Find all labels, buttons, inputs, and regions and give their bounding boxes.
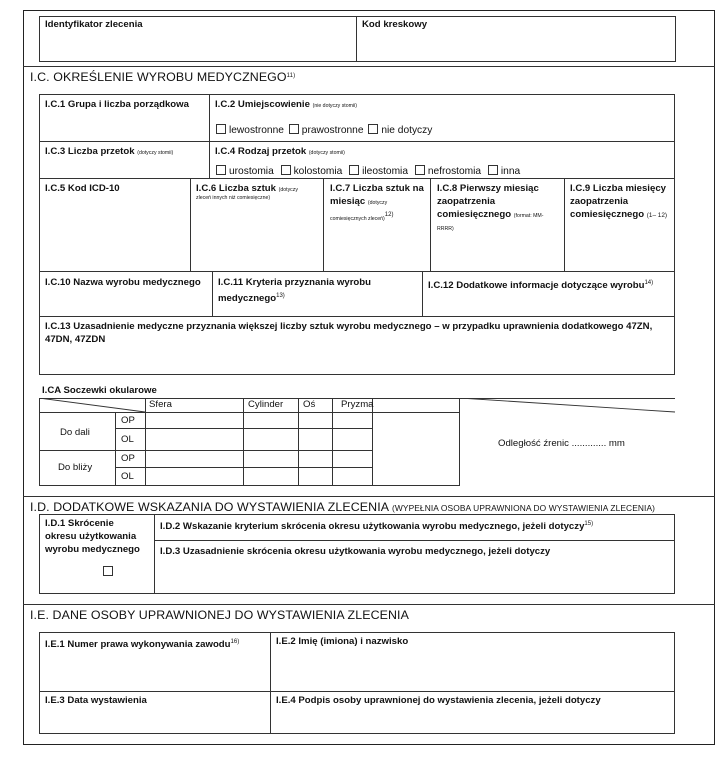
barcode-label: Kod kreskowy — [362, 19, 428, 30]
e1-label-text: I.E.1 Numer prawa wykonywania zawodu — [45, 639, 231, 650]
c7-label-a: I.C.7 Liczba sztuk na — [330, 183, 424, 194]
c2-note: (nie dotyczy stomii) — [312, 103, 357, 109]
lens-input-cell[interactable] — [146, 468, 242, 484]
col-divider — [212, 271, 213, 316]
d2-field[interactable] — [155, 530, 674, 539]
c2-option-left-label: lewostronne — [229, 125, 284, 136]
section-divider — [23, 604, 715, 605]
c4-label — [215, 146, 345, 159]
d1-label-b: okresu użytkowania — [45, 531, 137, 542]
e1-sup: 16) — [230, 639, 240, 645]
e2-field[interactable] — [271, 650, 674, 690]
c10-label: I.C.10 Nazwa wyrobu medycznego — [45, 277, 201, 288]
c7-label-b-text: miesiąc — [330, 196, 366, 207]
c2-label — [215, 99, 357, 112]
c7-field[interactable] — [324, 224, 429, 270]
c7-note — [330, 209, 393, 225]
lenses-title: I.CA Soczewki okularowe — [42, 385, 157, 396]
c1-label: I.C.1 Grupa i liczba porządkowa — [45, 99, 189, 110]
lens-input-cell[interactable] — [146, 429, 242, 449]
c2-option-na-label: nie dotyczy — [381, 125, 433, 136]
c4-option-urostomia[interactable] — [216, 166, 274, 177]
lens-eye-ol: OL — [121, 471, 134, 482]
e2-label: I.E.2 Imię (imiona) i nazwisko — [276, 636, 409, 647]
c9-note: (1– 12) — [646, 212, 668, 219]
section-d-title-text: I.D. DODATKOWE WSKAZANIA DO WYSTAWIENIA ZLECENIA — [30, 500, 389, 514]
row-divider — [39, 271, 675, 272]
c5-field[interactable] — [40, 196, 189, 270]
lens-input-cell[interactable] — [146, 413, 242, 427]
e4-field[interactable] — [271, 708, 674, 733]
c4-option-kolostomia[interactable] — [281, 166, 343, 177]
lens-eye-ol: OL — [121, 434, 134, 445]
c11-sup: 13) — [276, 293, 285, 299]
section-divider — [23, 66, 715, 67]
section-d-title-note: (WYPEŁNIA OSOBA UPRAWNIONA DO WYSTAWIENIA ZLECENIA) — [391, 503, 656, 513]
c9-field[interactable] — [565, 224, 674, 270]
c4-note: (dotyczy stomii) — [308, 150, 345, 156]
order-id-label: Identyfikator zlecenia — [45, 19, 143, 30]
col-divider — [209, 94, 210, 178]
lens-line — [39, 485, 460, 486]
lens-input-cell[interactable] — [146, 451, 242, 466]
lens-col-cylinder: Cylinder — [248, 399, 284, 410]
c2-label-text: I.C.2 Umiejscowienie — [215, 99, 310, 110]
e4-label: I.E.4 Podpis osoby uprawnionej do wystawienia zlecenia, jeżeli dotyczy — [276, 695, 601, 706]
c3-field[interactable] — [40, 158, 208, 177]
c8-note-a: (format: MM- — [513, 213, 544, 219]
row-divider — [39, 691, 675, 692]
c3-label-text: I.C.3 Liczba przetok — [45, 146, 135, 157]
c8-label-b: zaopatrzenia — [437, 196, 496, 207]
c11-label-b — [218, 290, 285, 305]
c11-label-b-text: medycznego — [218, 293, 277, 304]
c12-label-text: I.C.12 Dodatkowe informacje dotyczące wyrobu — [428, 280, 645, 291]
c4-label-text: I.C.4 Rodzaj przetok — [215, 146, 307, 157]
checkbox[interactable] — [349, 165, 359, 175]
c1-field[interactable] — [40, 112, 208, 140]
lens-line — [115, 412, 116, 485]
lens-col-sfera: Sfera — [149, 399, 172, 410]
d2-sup: 15) — [584, 521, 594, 527]
c9-label-a: I.C.9 Liczba miesięcy — [570, 183, 666, 194]
d2-label-text: I.D.2 Wskazanie kryterium skrócenia okresu użytkowania wyrobu medycznego, jeżeli dotyczy — [160, 521, 585, 532]
c6-note-line1: (dotyczy — [278, 187, 298, 193]
row-divider — [154, 540, 675, 541]
c12-sup: 14) — [644, 280, 654, 286]
c12-field[interactable] — [423, 290, 674, 315]
c5-label: I.C.5 Kod ICD-10 — [45, 183, 120, 194]
c2-option-na[interactable] — [368, 125, 432, 136]
c11-label-a: I.C.11 Kryteria przyznania wyrobu — [218, 277, 372, 288]
c8-note-b: RRRR) — [437, 226, 454, 232]
c4-option-ileostomia[interactable] — [349, 166, 408, 177]
c2-option-right-label: prawostronne — [301, 125, 364, 136]
c8-field[interactable] — [431, 234, 563, 270]
e3-field[interactable] — [40, 708, 269, 733]
lens-eye-op: OP — [121, 453, 135, 464]
e1-label — [45, 636, 239, 651]
c4-option-label: kolostomia — [293, 166, 343, 177]
checkbox[interactable] — [368, 124, 378, 134]
c7-note-b: comiesięcznych zleceń) — [330, 216, 385, 222]
section-d-title — [30, 500, 655, 514]
e1-field[interactable] — [40, 650, 269, 690]
checkbox[interactable] — [415, 165, 425, 175]
section-divider — [23, 496, 715, 497]
c7-sup: 12) — [384, 212, 394, 218]
section-c-title-text: I.C. OKREŚLENIE WYROBU MEDYCZNEGO — [30, 70, 287, 84]
d1-label-c: wyrobu medycznego — [45, 544, 140, 555]
section-c-title-sup: 11) — [286, 73, 296, 79]
c8-label-c — [437, 209, 543, 222]
c9-label-c — [570, 209, 667, 222]
checkbox[interactable] — [281, 165, 291, 175]
d3-field[interactable] — [155, 559, 674, 593]
lens-eye-op: OP — [121, 415, 135, 426]
diagonal-line — [39, 398, 145, 412]
lens-row-distance: Do dali — [60, 427, 90, 438]
c13-label-b: 47DN, 47ZDN — [45, 334, 106, 345]
d3-label: I.D.3 Uzasadnienie skrócenia okresu użytkowania wyrobu medycznego, jeżeli dotyczy — [160, 546, 551, 557]
c2-options — [216, 124, 432, 136]
c4-option-label: urostomia — [229, 166, 274, 177]
c7-note-a: (dotyczy — [367, 200, 388, 206]
d1-label-a: I.D.1 Skrócenie — [45, 518, 114, 529]
c6-field[interactable] — [191, 205, 322, 270]
c2-option-right[interactable] — [289, 125, 364, 136]
c6-label-text: I.C.6 Liczba sztuk — [196, 183, 276, 194]
c8-label-a: I.C.8 Pierwszy miesiąc — [437, 183, 539, 194]
c4-options — [216, 165, 520, 177]
c9-label-b: zaopatrzenia — [570, 196, 629, 207]
c13-label-a: I.C.13 Uzasadnienie medyczne przyznania większej liczby sztuk wyrobu medycznego – w przypadku uprawnienia dodatkowego 47ZN, — [45, 321, 653, 332]
row-divider — [39, 141, 675, 142]
section-e-title: I.E. DANE OSOBY UPRAWNIONEJ DO WYSTAWIENIA ZLECENIA — [30, 608, 409, 622]
c13-field[interactable] — [40, 348, 674, 374]
c6-note: zleceń innych niż comiesięczne) — [196, 195, 271, 201]
pupil-distance: Odległość źrenic ............. mm — [498, 438, 625, 449]
lens-col-os: Oś — [303, 399, 316, 410]
c7-label-b — [330, 196, 387, 209]
e3-label: I.E.3 Data wystawienia — [45, 695, 147, 706]
c3-note: (dotyczy stomii) — [137, 150, 174, 156]
section-c-title — [30, 70, 295, 84]
row-divider — [39, 316, 675, 317]
c4-option-label: ileostomia — [362, 166, 408, 177]
c10-field[interactable] — [40, 290, 211, 315]
checkbox[interactable] — [488, 165, 498, 175]
checkbox[interactable] — [216, 165, 226, 175]
c8-label-c-text: comiesięcznego — [437, 209, 512, 220]
c4-option-nefrostomia[interactable] — [415, 166, 481, 177]
checkbox[interactable] — [289, 124, 299, 134]
c9-label-c-text: comiesięcznego — [570, 209, 645, 220]
checkbox[interactable] — [216, 124, 226, 134]
c4-option-inna[interactable] — [488, 166, 520, 177]
d1-checkbox[interactable] — [103, 566, 113, 576]
c4-option-label: inna — [500, 166, 521, 177]
diagonal-line — [460, 398, 675, 412]
row-divider — [39, 178, 675, 179]
c2-option-left[interactable] — [216, 125, 284, 136]
lens-col-pryzma: Pryzma — [341, 399, 374, 410]
c4-option-label: nefrostomia — [427, 166, 482, 177]
lens-row-near: Do bliży — [58, 462, 93, 473]
